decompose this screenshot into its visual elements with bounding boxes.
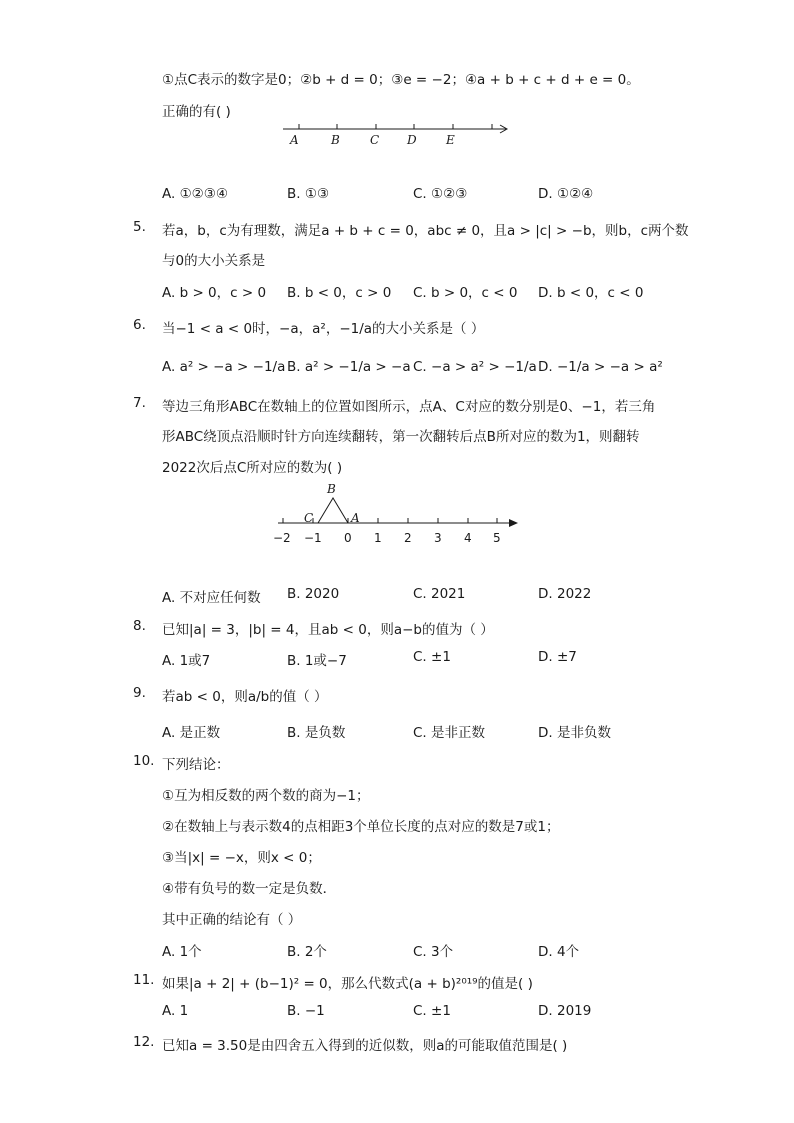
q11-option-c[interactable]: C. ±1 (413, 1003, 451, 1019)
q6-option-d[interactable]: D. −1/a > −a > a² (538, 359, 663, 375)
q7-option-b[interactable]: B. 2020 (287, 586, 340, 602)
q7-tick-neg1: −1 (304, 531, 322, 545)
q4-option-b[interactable]: B. ①③ (287, 186, 330, 202)
q9-option-b[interactable]: B. 是负数 (287, 725, 346, 741)
q4-prompt: 正确的有( ) (162, 104, 231, 120)
q7-label-b: B (327, 482, 336, 496)
q7-tick-0: 0 (344, 531, 352, 545)
q7-option-c[interactable]: C. 2021 (413, 586, 466, 602)
q7-text-line3: 2022次后点C所对应的数为( ) (162, 460, 343, 476)
q10-text: 下列结论： (162, 757, 230, 773)
q7-axis-arrow (509, 519, 518, 527)
q7-triangle (318, 498, 348, 523)
q7-tick-4: 4 (464, 531, 472, 545)
q10-item-4: ④带有负号的数一定是负数． (162, 881, 337, 897)
q5-option-c[interactable]: C. b > 0，c < 0 (413, 285, 518, 301)
q6-option-b[interactable]: B. a² > −1/a > −a (287, 359, 411, 375)
q7-tick-5: 5 (493, 531, 501, 545)
q7-label-a: A (351, 511, 360, 525)
q11-option-b[interactable]: B. −1 (287, 1003, 325, 1019)
q8-text: 已知|a| = 3，|b| = 4，且ab < 0，则a−b的值为（ ） (162, 622, 494, 638)
q9-number: 9. (133, 685, 146, 701)
q7-label-c: C (304, 511, 314, 525)
q5-text-line2: 与0的大小关系是 (162, 253, 266, 269)
q7-number: 7. (133, 395, 146, 411)
q8-option-c[interactable]: C. ±1 (413, 649, 451, 665)
q8-option-b[interactable]: B. 1或−7 (287, 653, 347, 669)
q7-tick-neg2: −2 (273, 531, 291, 545)
q11-number: 11. (133, 972, 155, 988)
q7-text-line2: 形ABC绕顶点沿顺时针方向连续翻转，第一次翻转后点B所对应的数为1，则翻转 (162, 429, 640, 445)
q6-option-c[interactable]: C. −a > a² > −1/a (413, 359, 537, 375)
q10-option-c[interactable]: C. 3个 (413, 944, 454, 960)
q7-figure (268, 478, 528, 550)
q9-option-c[interactable]: C. 是非正数 (413, 725, 486, 741)
q9-text: 若ab < 0，则a/b的值（ ） (162, 689, 328, 705)
q11-text: 如果|a + 2| + (b−1)² = 0，那么代数式(a + b)²⁰¹⁹的值是( ) (162, 976, 533, 992)
q5-number: 5. (133, 219, 146, 235)
q8-option-d[interactable]: D. ±7 (538, 649, 577, 665)
q4-option-c[interactable]: C. ①②③ (413, 186, 468, 202)
q7-option-a[interactable]: A. 不对应任何数 (162, 590, 261, 606)
q4-number-line (278, 118, 518, 152)
q5-text-line1: 若a，b，c为有理数，满足a + b + c = 0，abc ≠ 0，且a > |c| > −b，则b，c两个数 (162, 223, 689, 239)
q4-point-c: C (370, 133, 380, 147)
q12-number: 12. (133, 1034, 155, 1050)
q10-option-b[interactable]: B. 2个 (287, 944, 327, 960)
q10-prompt: 其中正确的结论有（ ） (162, 912, 302, 928)
q7-option-d[interactable]: D. 2022 (538, 586, 592, 602)
q4-point-a: A (290, 133, 299, 147)
q11-option-d[interactable]: D. 2019 (538, 1003, 592, 1019)
q7-tick-1: 1 (374, 531, 382, 545)
q4-point-e: E (446, 133, 455, 147)
q9-option-a[interactable]: A. 是正数 (162, 725, 221, 741)
q5-option-d[interactable]: D. b < 0，c < 0 (538, 285, 644, 301)
q12-text: 已知a = 3.50是由四舍五入得到的近似数，则a的可能取值范围是( ) (162, 1038, 568, 1054)
q4-option-a[interactable]: A. ①②③④ (162, 186, 228, 202)
q4-option-d[interactable]: D. ①②④ (538, 186, 594, 202)
q4-point-b: B (331, 133, 340, 147)
q4-statements: ①点C表示的数字是0；②b + d = 0；③e = −2；④a + b + c + d + e = 0。 (162, 72, 640, 88)
q7-text-line1: 等边三角形ABC在数轴上的位置如图所示，点A、C对应的数分别是0、−1，若三角 (162, 399, 656, 415)
q9-option-d[interactable]: D. 是非负数 (538, 725, 611, 741)
q10-number: 10. (133, 753, 155, 769)
q10-option-d[interactable]: D. 4个 (538, 944, 580, 960)
q6-option-a[interactable]: A. a² > −a > −1/a (162, 359, 286, 375)
q5-option-b[interactable]: B. b < 0，c > 0 (287, 285, 392, 301)
q11-option-a[interactable]: A. 1 (162, 1003, 189, 1019)
q7-tick-3: 3 (434, 531, 442, 545)
q6-text: 当−1 < a < 0时，−a，a²，−1/a的大小关系是（ ） (162, 321, 485, 337)
q5-option-a[interactable]: A. b > 0，c > 0 (162, 285, 267, 301)
q10-item-3: ③当|x| = −x，则x < 0； (162, 850, 321, 866)
q10-item-1: ①互为相反数的两个数的商为−1； (162, 788, 370, 804)
q10-option-a[interactable]: A. 1个 (162, 944, 202, 960)
q7-tick-2: 2 (404, 531, 412, 545)
q4-point-d: D (407, 133, 417, 147)
q8-option-a[interactable]: A. 1或7 (162, 653, 211, 669)
q8-number: 8. (133, 618, 146, 634)
q6-number: 6. (133, 317, 146, 333)
q10-item-2: ②在数轴上与表示数4的点相距3个单位长度的点对应的数是7或1； (162, 819, 560, 835)
